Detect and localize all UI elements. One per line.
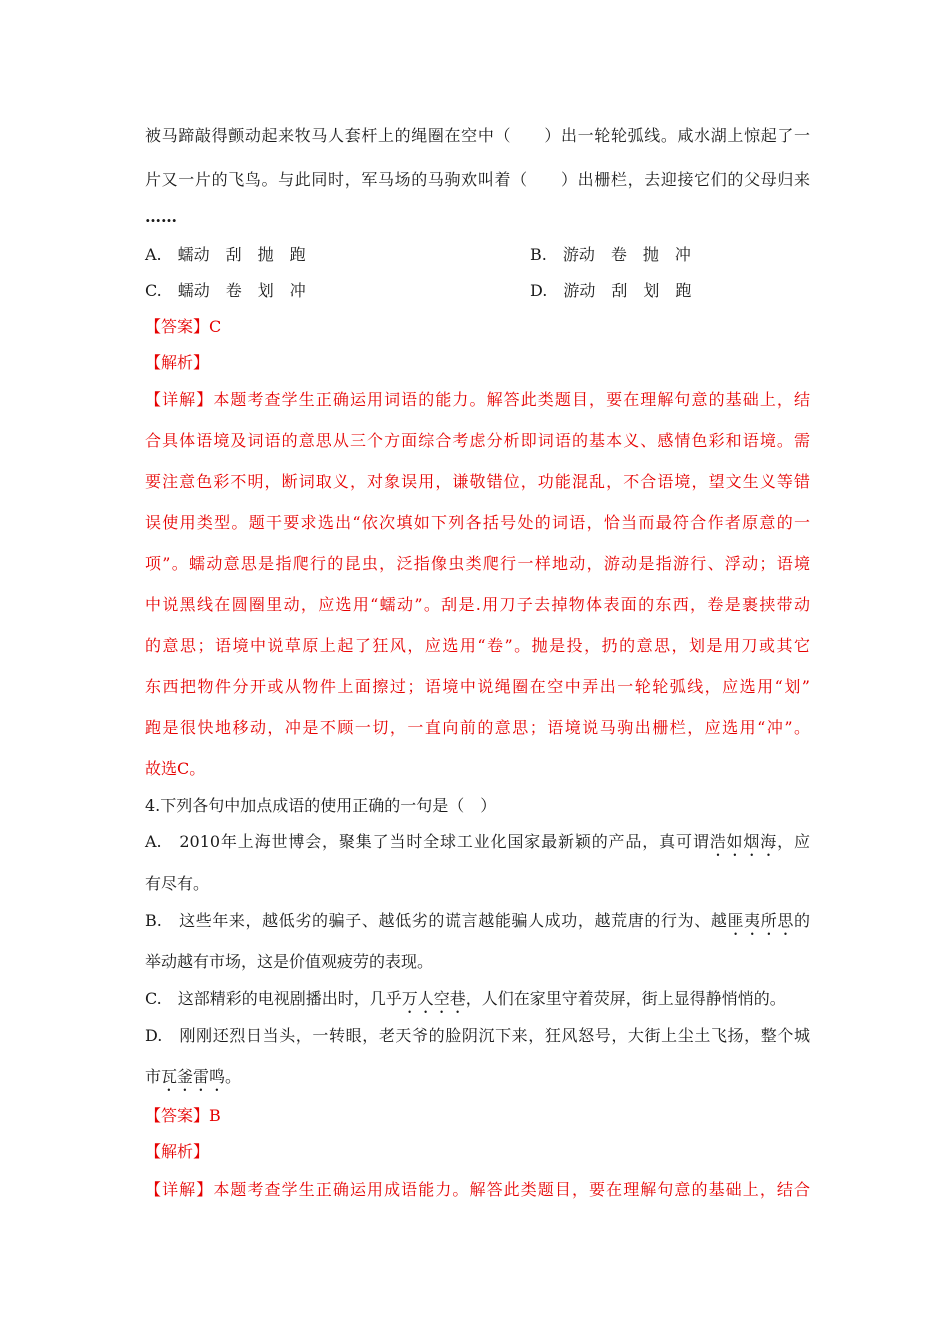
option-b: B. 游动 卷 抛 冲 <box>530 245 691 264</box>
detail-line-10: 故选C。 <box>145 759 206 778</box>
passage-line-1: 被马蹄敲得颤动起来牧马人套杆上的绳圈在空中（ ）出一轮轮弧线。咸水湖上惊起了一 <box>145 126 810 145</box>
detail-line-4: 误使用类型。题干要求选出“依次填如下列各括号处的词语，恰当而最符合作者原意的一 <box>145 513 810 532</box>
question-4-stem: 4.下列各句中加点成语的使用正确的一句是（ ） <box>145 796 497 815</box>
detail-line-5: 项”。蠕动意思是指爬行的昆虫，泛指像虫类爬行一样地动，游动是指游行、浮动；语境 <box>145 554 810 573</box>
idiom-b: 匪夷所思 <box>727 911 794 930</box>
detail-line-8: 东西把物件分开或从物件上面擦过；语境中说绳圈在空中弄出一轮轮弧线，应选用“划” <box>145 677 810 696</box>
passage-line-2: 片又一片的飞鸟。与此同时，军马场的马驹欢叫着（ ）出栅栏，去迎接它们的父母归来 <box>145 170 810 189</box>
q4-option-b-line-2: 举动越有市场，这是价值观疲劳的表现。 <box>145 952 434 971</box>
option-d: D. 游动 刮 划 跑 <box>530 281 692 300</box>
analysis-label-q4: 【解析】 <box>145 1142 210 1161</box>
detail-line-2: 合具体语境及词语的意思从三个方面综合考虑分析即词语的基本义、感情色彩和语境。需 <box>145 431 810 450</box>
option-c: C. 蠕动 卷 划 冲 <box>145 281 306 300</box>
answer-q4: 【答案】B <box>145 1106 221 1125</box>
idiom-a: 浩如烟海 <box>709 832 778 851</box>
detail-line-1: 【详解】本题考查学生正确运用词语的能力。解答此类题目，要在理解句意的基础上，结 <box>145 390 810 409</box>
detail-line-7: 的意思；语境中说草原上起了狂风，应选用“卷”。抛是投，扔的意思，划是用刀或其它 <box>145 636 810 655</box>
analysis-label-q3: 【解析】 <box>145 353 210 372</box>
option-a: A. 蠕动 刮 抛 跑 <box>145 245 306 264</box>
answer-q3: 【答案】C <box>145 317 222 336</box>
q4-option-d-line-1: D. 刚刚还烈日当头，一转眼，老天爷的脸阴沉下来，狂风怒号，大街上尘土飞扬，整个城 <box>145 1026 810 1045</box>
q4-option-a-line-1: A. 2010年上海世博会，聚集了当时全球工业化国家最新颖的产品，真可谓浩如烟海，应 <box>145 832 810 851</box>
idiom-d: 瓦釜雷鸣 <box>161 1067 226 1086</box>
detail-q4-line-1: 【详解】本题考查学生正确运用成语能力。解答此类题目，要在理解句意的基础上，结合 <box>145 1180 810 1199</box>
q4-option-c-line-1: C. 这部精彩的电视剧播出时，几乎万人空巷，人们在家里守着荧屏，街上显得静悄悄的。 <box>145 989 786 1008</box>
q4-option-a-line-2: 有尽有。 <box>145 874 210 893</box>
detail-line-9: 跑是很快地移动，冲是不顾一切，一直向前的意思；语境说马驹出栅栏，应选用“冲”。 <box>145 718 810 737</box>
q4-option-b-line-1: B. 这些年来，越低劣的骗子、越低劣的谎言越能骗人成功，越荒唐的行为、越匪夷所思的 <box>145 911 810 930</box>
detail-line-3: 要注意色彩不明，断词取义，对象误用，谦敬错位，功能混乱，不合语境，望文生义等错 <box>145 472 810 491</box>
detail-line-6: 中说黑线在圆圈里动，应选用“蠕动”。刮是.用刀子去掉物体表面的东西，卷是裹挟带动 <box>145 595 810 614</box>
passage-line-3: …… <box>145 207 177 226</box>
idiom-c: 万人空巷 <box>401 989 466 1008</box>
q4-option-d-line-2: 市瓦釜雷鸣。 <box>145 1067 242 1086</box>
